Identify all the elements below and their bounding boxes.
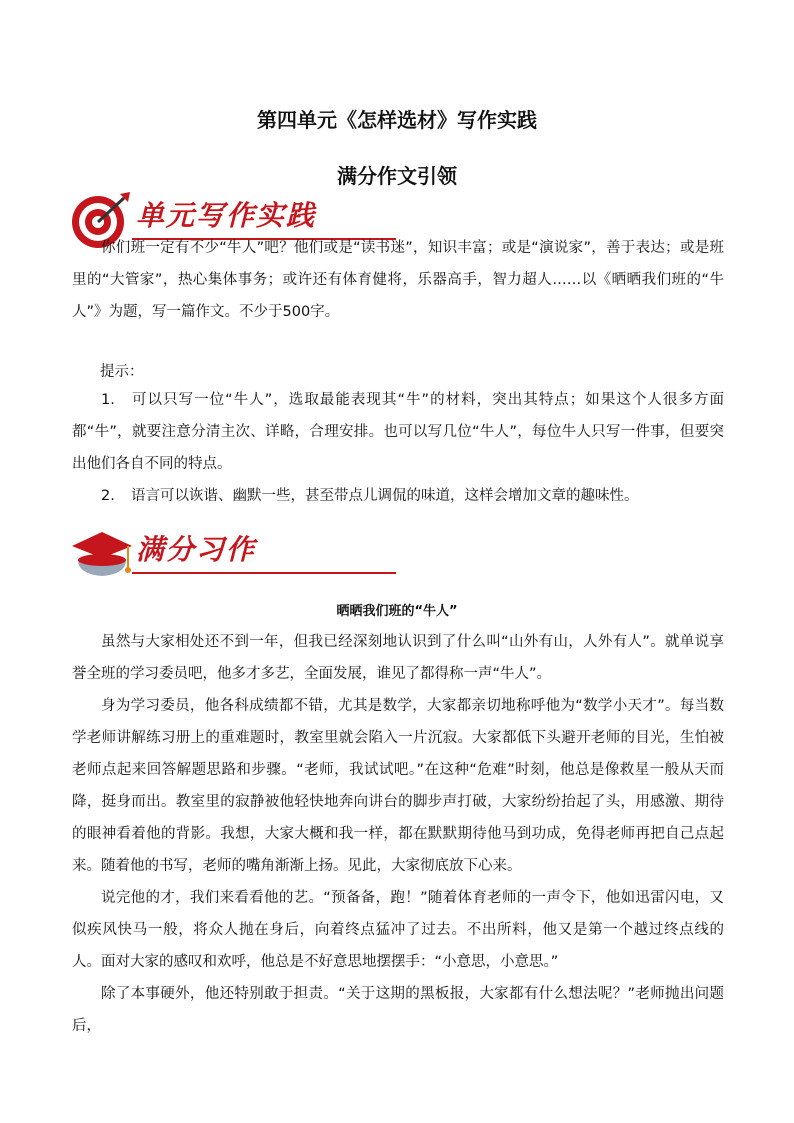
essay-paragraph-4: 除了本事硬外，他还特别敢于担责。“关于这期的黑板报，大家都有什么想法呢？”老师抛出问题后， — [72, 986, 724, 1034]
essay-title: 晒晒我们班的“牛人” — [336, 604, 458, 619]
tips-label: 提示： — [100, 364, 144, 380]
page-title: 第四单元《怎样选材》写作实践 — [257, 108, 537, 132]
graduation-cap-icon — [70, 524, 134, 584]
banner-label: 满分习作 — [136, 533, 257, 566]
essay-paragraph-3: 说完他的才，我们来看看他的艺。“预备备，跑！”随着体育老师的一声令下，他如迅雷闪电，又似疾风快马一般，将众人抛在身后，向着终点猛冲了过去。不出所料，他又是第一个越过终点线的人。面对大家的感叹和欢呼，他总是不好意思地摆摆手：“小意思，小意思。” — [72, 890, 724, 970]
tip-item-1 — [72, 384, 724, 480]
writing-prompt: 你们班一定有不少“牛人”吧？他们或是“读书迷”，知识丰富；或是“演说家”，善于表达；或是班里的“大管家”，热心集体事务；或许还有体育健将，乐器高手，智力超人……以《晒晒我们班的“牛人”》为题，写一篇作文。不少于500字。 — [72, 240, 724, 320]
tip-number: 2. — [101, 488, 115, 504]
tip-text: 可以只写一位“牛人”，选取最能表现其“牛”的材料，突出其特点；如果这个人很多方面都“牛”，就要注意分清主次、详略，合理安排。也可以写几位“牛人”，每位牛人只写一件事，但要突出他们各自不同的特点。 — [72, 392, 724, 472]
essay-paragraph-2: 身为学习委员，他各科成绩都不错，尤其是数学，大家都亲切地称呼他为“数学小天才”。每当数学老师讲解练习册上的重难题时，教室里就会陷入一片沉寂。大家都低下头避开老师的目光，生怕被老师点起来回答解题思路和步骤。“老师，我试试吧。”在这种“危难”时刻，他总是像救星一般从天而降，挺身而出。教室里的寂静被他轻快地奔向讲台的脚步声打破，大家纷纷抬起了头，用感激、期待的眼神看着他的背影。我想，大家大概和我一样，都在默默期待他马到功成，免得老师再把自己点起来。随着他的书写，老师的嘴角渐渐上扬。见此，大家彻底放下心来。 — [72, 698, 724, 874]
page-subtitle: 满分作文引领 — [337, 164, 457, 188]
banner-underline — [132, 572, 396, 574]
tip-text: 语言可以诙谐、幽默一些，甚至带点儿调侃的味道，这样会增加文章的趣味性。 — [131, 488, 639, 504]
essay-paragraph-1: 虽然与大家相处还不到一年，但我已经深刻地认识到了什么叫“山外有山，人外有人”。就单说享誉全班的学习委员吧，他多才多艺，全面发展，谁见了都得称一声“牛人”。 — [72, 634, 724, 682]
section-banner-model-essay — [70, 524, 350, 584]
banner-label: 单元写作实践 — [136, 199, 317, 232]
tip-number: 1. — [101, 392, 115, 408]
tip-item-2 — [72, 480, 724, 512]
